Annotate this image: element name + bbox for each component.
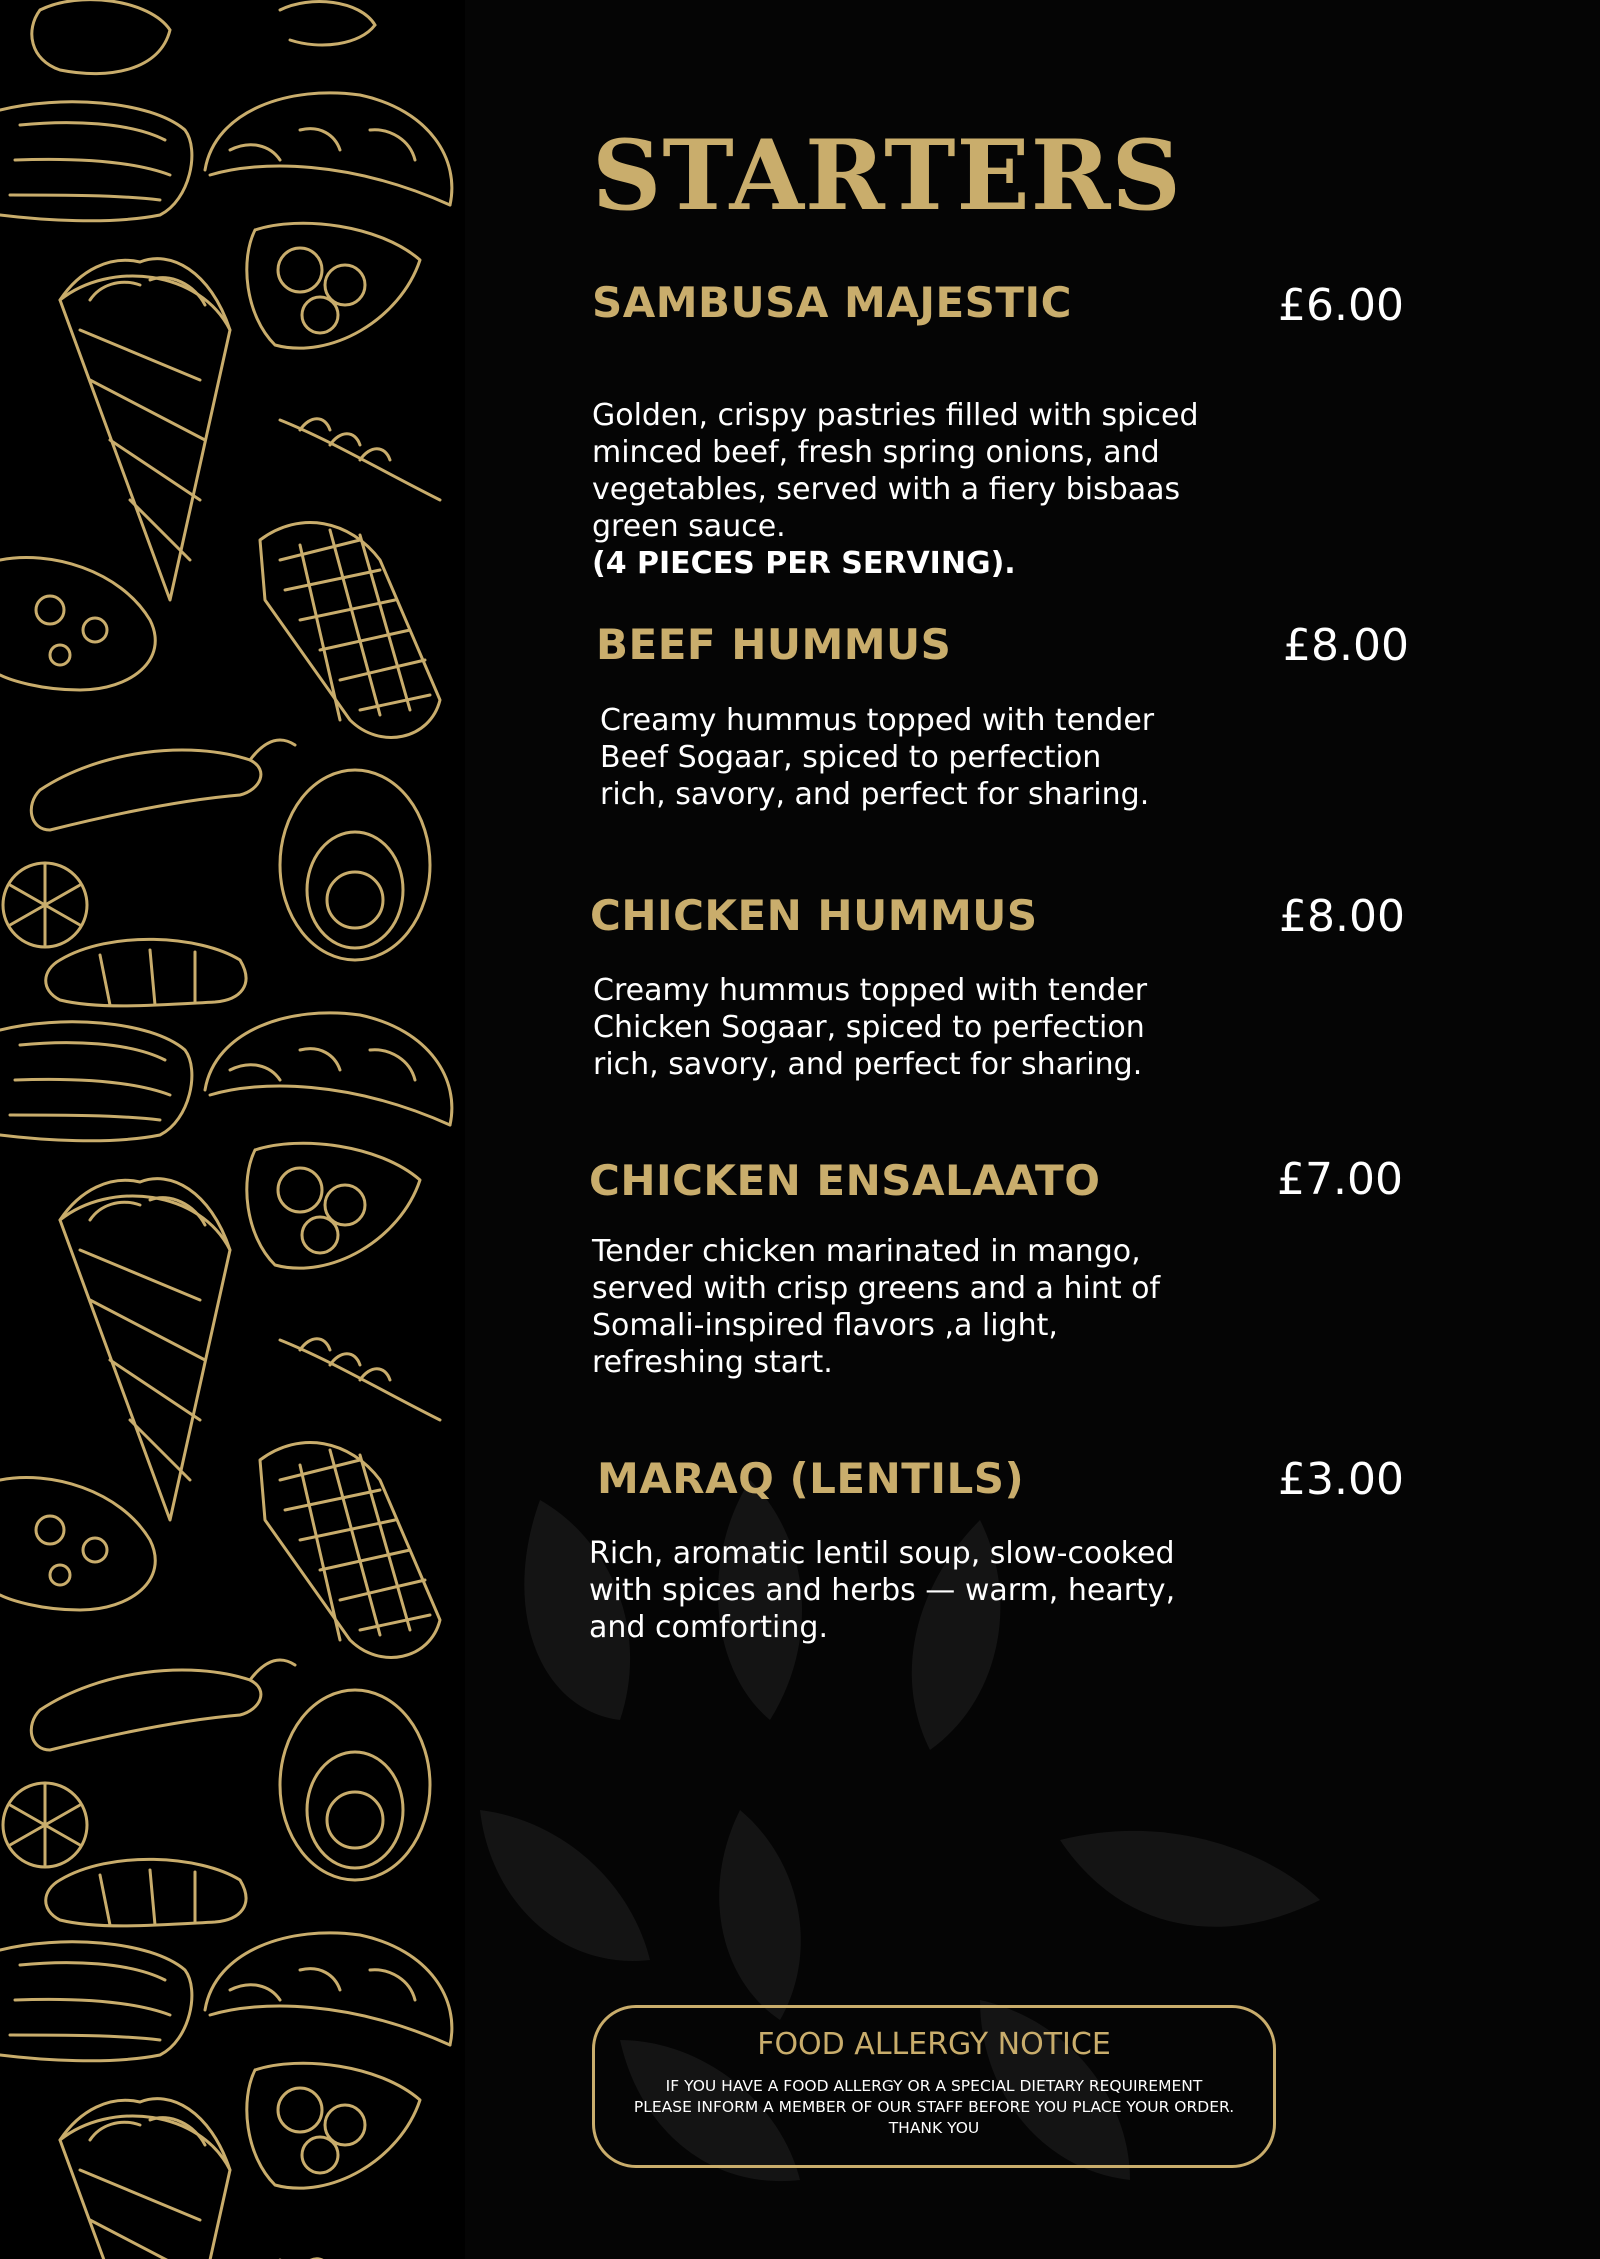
menu-item-description: Rich, aromatic lentil soup, slow-cooked with spices and herbs — warm, hearty, and comforting.	[589, 1536, 1176, 1645]
menu-item-description: Creamy hummus topped with tender Chicken Sogaar, spiced to perfection rich, savory, and perfect for sharing.	[593, 973, 1148, 1082]
menu-item-name: CHICKEN HUMMUS	[590, 891, 1038, 940]
allergy-notice-line: IF YOU HAVE A FOOD ALLERGY OR A SPECIAL DIETARY REQUIREMENT	[665, 2077, 1203, 2095]
allergy-notice-text	[595, 2076, 1273, 2139]
food-illustration-pattern	[0, 0, 465, 2259]
menu-item-description-text: Golden, crispy pastries filled with spiced minced beef, fresh spring onions, and vegetables, served with a fiery bisbaas green sauce.	[592, 398, 1199, 544]
allergy-notice-line: THANK YOU	[888, 2119, 980, 2137]
page-title: STARTERS	[592, 119, 1182, 232]
menu-item-name: BEEF HUMMUS	[596, 620, 952, 669]
menu-item-price: £7.00	[1277, 1154, 1403, 1205]
menu-item-name: MARAQ (LENTILS)	[597, 1454, 1025, 1503]
menu-item-description: Tender chicken marinated in mango, served with crisp greens and a hint of Somali-inspired flavors ,a light, refreshing start.	[592, 1234, 1161, 1380]
allergy-notice-title: FOOD ALLERGY NOTICE	[757, 2027, 1111, 2062]
menu-item-price: £8.00	[1283, 620, 1409, 671]
menu-item-price: £6.00	[1278, 280, 1404, 331]
food-sketch-artwork	[0, 0, 465, 2259]
menu-item-price: £3.00	[1278, 1454, 1404, 1505]
menu-item-name: CHICKEN ENSALAATO	[589, 1156, 1101, 1205]
menu-item-description	[592, 360, 1232, 619]
menu-item-name: SAMBUSA MAJESTIC	[592, 278, 1073, 327]
menu-item-description: Creamy hummus topped with tender Beef Sogaar, spiced to perfection rich, savory, and perfect for sharing.	[600, 703, 1155, 812]
allergy-notice-box	[592, 2005, 1276, 2168]
menu-item-price: £8.00	[1279, 891, 1405, 942]
menu-item-serving-note: (4 PIECES PER SERVING).	[592, 546, 1016, 581]
allergy-notice-line: PLEASE INFORM A MEMBER OF OUR STAFF BEFORE YOU PLACE YOUR ORDER.	[633, 2098, 1235, 2116]
